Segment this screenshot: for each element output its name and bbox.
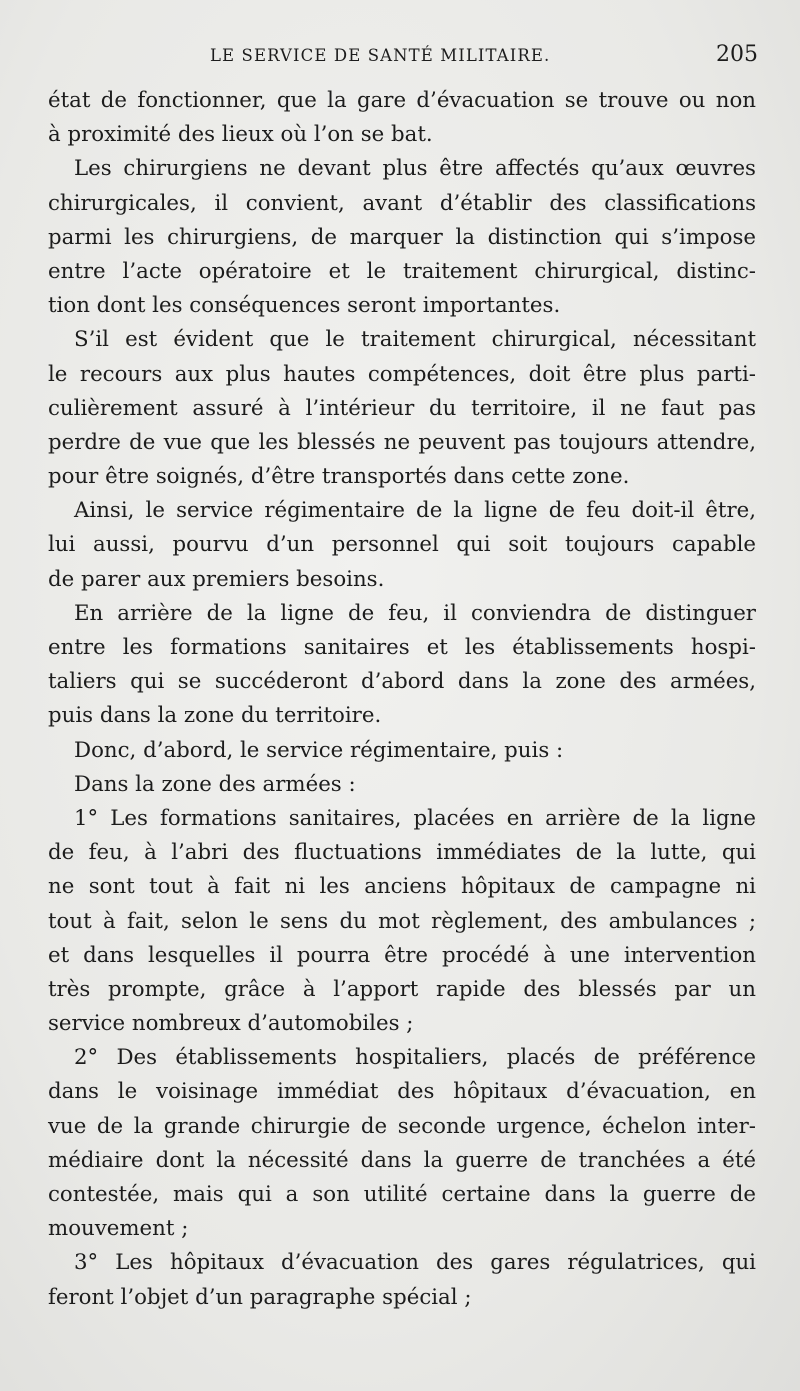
body-text: [48, 84, 756, 1315]
text-line: de feu, à l’abri des fluctuations immédiates de la lutte, qui: [48, 840, 756, 866]
text-line: 2° Des établissements hospitaliers, placés de préférence: [74, 1045, 756, 1071]
text-line: 1° Les formations sanitaires, placées en arrière de la ligne: [74, 805, 756, 831]
text-line: culièrement assuré à l’intérieur du territoire, il ne faut pas: [48, 395, 756, 421]
text-line: lui aussi, pourvu d’un personnel qui soit toujours capable: [48, 532, 756, 558]
text-line: ne sont tout à fait ni les anciens hôpitaux de campagne ni: [48, 874, 756, 900]
text-line: 3° Les hôpitaux d’évacuation des gares régulatrices, qui: [74, 1250, 756, 1276]
text-line: vue de la grande chirurgie de seconde urgence, échelon inter-: [48, 1113, 756, 1139]
text-line: le recours aux plus hautes compétences, doit être plus parti-: [48, 361, 756, 387]
text-line: Ainsi, le service régimentaire de la ligne de feu doit-il être,: [74, 498, 756, 524]
text-line: perdre de vue que les blessés ne peuvent pas toujours attendre,: [48, 429, 756, 455]
text-line: puis dans la zone du territoire.: [48, 703, 382, 729]
text-line: entre l’acte opératoire et le traitement chirurgical, distinc-: [48, 258, 756, 284]
text-line: de parer aux premiers besoins.: [48, 566, 385, 592]
text-line: contestée, mais qui a son utilité certaine dans la guerre de: [48, 1182, 756, 1207]
text-line: taliers qui se succéderont d’abord dans la zone des armées,: [48, 669, 756, 695]
text-line: Dans la zone des armées :: [74, 771, 356, 797]
text-line: pour être soignés, d’être transportés dans cette zone.: [48, 464, 630, 490]
text-line: En arrière de la ligne de feu, il conviendra de distinguer: [74, 600, 756, 626]
text-line: état de fonctionner, que la gare d’évacuation se trouve ou non: [48, 88, 756, 113]
text-line: à proximité des lieux où l’on se bat.: [48, 122, 433, 148]
text-line: Les chirurgiens ne devant plus être affectés qu’aux œuvres: [74, 156, 756, 182]
text-line: et dans lesquelles il pourra être procédé à une intervention: [48, 942, 756, 968]
text-line: Donc, d’abord, le service régimentaire, puis :: [74, 737, 564, 763]
page-header: [0, 42, 800, 76]
running-head: LE SERVICE DE SANTÉ MILITAIRE.: [210, 46, 551, 65]
text-line: chirurgicales, il convient, avant d’établir des classifications: [48, 190, 756, 216]
text-line: service nombreux d’automobiles ;: [48, 1011, 414, 1037]
text-line: entre les formations sanitaires et les établissements hospi-: [48, 635, 756, 660]
text-line: mouvement ;: [48, 1216, 189, 1242]
page-number: 205: [716, 42, 758, 67]
text-line: très prompte, grâce à l’apport rapide des blessés par un: [48, 976, 756, 1002]
text-line: parmi les chirurgiens, de marquer la distinction qui s’impose: [48, 224, 756, 250]
text-line: médiaire dont la nécessité dans la guerre de tranchées a été: [48, 1147, 756, 1173]
text-line: tout à fait, selon le sens du mot règlement, des ambulances ;: [48, 908, 756, 934]
text-line: S’il est évident que le traitement chirurgical, nécessitant: [74, 327, 756, 353]
text-line: dans le voisinage immédiat des hôpitaux d’évacuation, en: [48, 1079, 756, 1105]
text-line: feront l’objet d’un paragraphe spécial ;: [48, 1284, 472, 1310]
text-line: tion dont les conséquences seront importantes.: [48, 293, 561, 319]
